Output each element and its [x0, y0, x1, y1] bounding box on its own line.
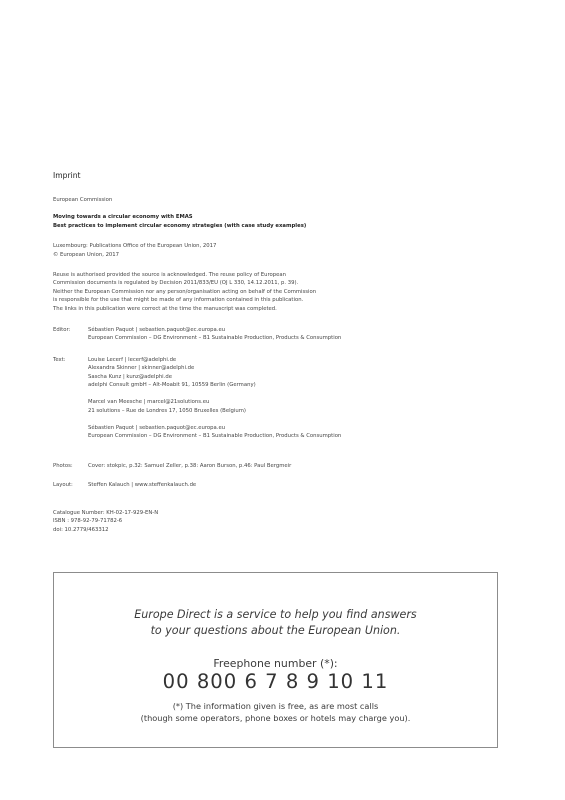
freephone-note [54, 701, 497, 724]
freephone-note-line: (though some operators, phone boxes or hotels may charge you). [140, 712, 411, 723]
reuse-line: Neither the European Commission nor any person/organisation acting on behalf of the Commission [53, 288, 317, 295]
europe-direct-text [54, 607, 497, 638]
copyright: © European Union, 2017 [53, 251, 120, 258]
europe-direct-line: to your questions about the European Union. [150, 623, 401, 637]
publication-subtitle: Best practices to implement circular economy strategies (with case study examples) [53, 222, 307, 229]
imprint-title: Imprint [53, 171, 81, 180]
photos-credit [53, 462, 291, 470]
text-label: Text: [53, 357, 66, 363]
publication-place: Luxembourg: Publications Office of the European Union, 2017 [53, 243, 217, 249]
layout-credit [53, 481, 196, 489]
author-line: Louise Lecerf | lecerf@adelphi.de [88, 357, 177, 363]
photos-label: Photos: [53, 463, 73, 469]
author-line: Marcel van Meesche | marcel@21solutions.eu [88, 399, 210, 406]
reuse-line: Commission documents is regulated by Decision 2011/833/EU (OJ L 330, 14.12.2011, p. 39). [53, 280, 299, 287]
publication-title: Moving towards a circular economy with EMAS [53, 214, 193, 220]
europe-direct-box [53, 572, 498, 748]
layout-label: Layout: [53, 482, 73, 488]
reuse-statement [53, 271, 316, 313]
author-line: adelphi Consult gmbH – Alt-Moabit 91, 10559 Berlin (Germany) [88, 382, 256, 389]
europe-direct-line: Europe Direct is a service to help you find answers [134, 608, 417, 621]
editor-line: European Commission – DG Environment – B1 Sustainable Production, Products & Consumption [88, 335, 342, 342]
editor-line: Sébastien Paquot | sebastien.paquot@ec.europa.eu [88, 327, 226, 333]
editor-credit [53, 326, 341, 343]
freephone-number: 00 800 6 7 8 9 10 11 [162, 670, 389, 693]
author-line: Sascha Kunz | kunz@adelphi.de [88, 373, 172, 380]
reuse-line: The links in this publication were correct at the time the manuscript was completed. [53, 305, 277, 312]
freephone-note-line: (*) The information given is free, as are most calls [172, 701, 379, 711]
publisher: European Commission [53, 197, 113, 203]
author-line: 21 solutions – Rue de Londres 17, 1050 Bruxelles (Belgium) [88, 407, 246, 414]
author-line: European Commission – DG Environment – B1 Sustainable Production, Products & Consumption [88, 433, 342, 440]
layout-text: Steffen Kalauch | www.steffenkalauch.de [88, 482, 197, 488]
reuse-line: is responsible for the use that might be made of any information contained in this publication. [53, 297, 304, 304]
catalogue-number: Catalogue Number: KH-02-17-929-EN-N [53, 510, 159, 516]
photos-text: Cover: stokpic, p.32: Samuel Zeller, p.38: Aaron Burson, p.46: Paul Bergmeir [88, 463, 292, 469]
reuse-line: Reuse is authorised provided the source is acknowledged. The reuse policy of European [53, 272, 286, 278]
catalogue-info [53, 509, 158, 534]
freephone-label: Freephone number (*): [213, 657, 338, 670]
isbn: ISBN : 978-92-79-71782-6 [53, 518, 123, 525]
editor-label: Editor: [53, 327, 71, 333]
author-line: Sébastien Paquot | sebastien.paquot@ec.europa.eu [88, 424, 226, 431]
text-credit [53, 356, 341, 440]
doi: doi: 10.2779/463312 [53, 526, 109, 533]
author-line: Alexandra Skinner | skinner@adelphi.de [88, 365, 195, 372]
